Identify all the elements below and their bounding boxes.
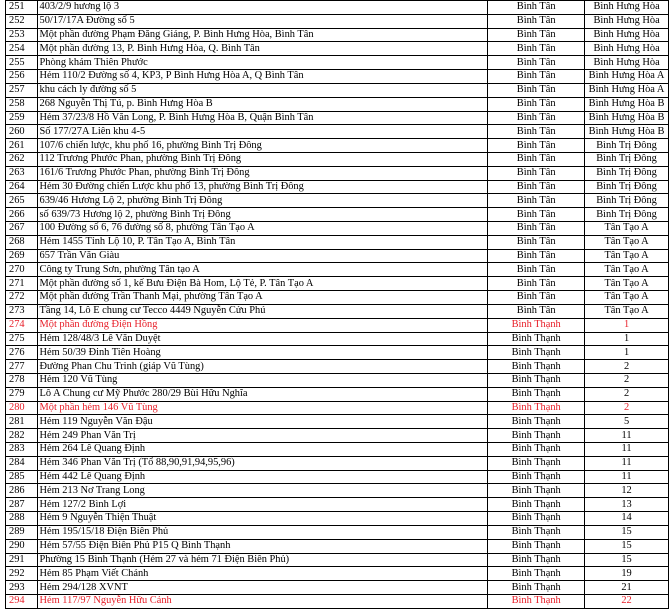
row-number-cell: 277 bbox=[6, 360, 38, 374]
row-number-cell: 278 bbox=[6, 373, 38, 387]
row-number-cell: 253 bbox=[6, 28, 38, 42]
row-number-cell: 272 bbox=[6, 291, 38, 305]
table-row bbox=[6, 553, 669, 567]
table-row bbox=[6, 498, 669, 512]
table-row bbox=[6, 512, 669, 526]
ward-cell: Bình Trị Đông bbox=[585, 152, 669, 166]
row-number-cell: 275 bbox=[6, 332, 38, 346]
district-cell: Bình Thạnh bbox=[488, 456, 585, 470]
table-row bbox=[6, 139, 669, 153]
address-cell: Hẻm 57/55 Điện Biên Phủ P15 Q Bình Thạnh bbox=[37, 539, 488, 553]
ward-cell: 15 bbox=[585, 539, 669, 553]
ward-cell: Tân Tạo A bbox=[585, 222, 669, 236]
row-number-cell: 280 bbox=[6, 401, 38, 415]
district-cell: Bình Thạnh bbox=[488, 553, 585, 567]
address-cell: Hẻm 442 Lê Quang Định bbox=[37, 470, 488, 484]
row-number-cell: 270 bbox=[6, 263, 38, 277]
row-number-cell: 282 bbox=[6, 429, 38, 443]
row-number-cell: 254 bbox=[6, 42, 38, 56]
district-cell: Bình Tân bbox=[488, 222, 585, 236]
address-cell: Hẻm 128/48/3 Lê Văn Duyệt bbox=[37, 332, 488, 346]
district-cell: Bình Tân bbox=[488, 194, 585, 208]
district-cell: Bình Thạnh bbox=[488, 373, 585, 387]
ward-cell: Bình Trị Đông bbox=[585, 180, 669, 194]
address-cell: Hẻm 50/39 Đinh Tiên Hoàng bbox=[37, 346, 488, 360]
district-cell: Bình Thạnh bbox=[488, 318, 585, 332]
row-number-cell: 271 bbox=[6, 277, 38, 291]
ward-cell: 11 bbox=[585, 429, 669, 443]
table-row bbox=[6, 125, 669, 139]
address-cell: Hẻm 213 Nơ Trang Long bbox=[37, 484, 488, 498]
address-table bbox=[5, 0, 669, 609]
ward-cell: Bình Hưng Hòa B bbox=[585, 125, 669, 139]
address-cell: 657 Trần Văn Giàu bbox=[37, 249, 488, 263]
district-cell: Bình Tân bbox=[488, 42, 585, 56]
table-row bbox=[6, 166, 669, 180]
district-cell: Bình Thạnh bbox=[488, 581, 585, 595]
ward-cell: Bình Hưng Hòa bbox=[585, 56, 669, 70]
row-number-cell: 284 bbox=[6, 456, 38, 470]
row-number-cell: 263 bbox=[6, 166, 38, 180]
ward-cell: Bình Hưng Hòa bbox=[585, 28, 669, 42]
address-cell: Hẻm 264 Lê Quang Định bbox=[37, 443, 488, 457]
table-row bbox=[6, 429, 669, 443]
ward-cell: Tân Tạo A bbox=[585, 277, 669, 291]
ward-cell: Bình Hưng Hòa B bbox=[585, 111, 669, 125]
ward-cell: Bình Hưng Hòa A bbox=[585, 70, 669, 84]
table-row bbox=[6, 180, 669, 194]
table-row bbox=[6, 194, 669, 208]
district-cell: Bình Thạnh bbox=[488, 484, 585, 498]
address-cell: 161/6 Trương Phước Phan, phường Bình Trị Đông bbox=[37, 166, 488, 180]
table-row bbox=[6, 484, 669, 498]
table-row bbox=[6, 567, 669, 581]
table-row bbox=[6, 208, 669, 222]
ward-cell: Tân Tạo A bbox=[585, 291, 669, 305]
address-cell: số 639/73 Hương lộ 2, phường Bình Trị Đông bbox=[37, 208, 488, 222]
district-cell: Bình Tân bbox=[488, 97, 585, 111]
district-cell: Bình Tân bbox=[488, 139, 585, 153]
district-cell: Bình Tân bbox=[488, 152, 585, 166]
district-cell: Bình Thạnh bbox=[488, 498, 585, 512]
district-cell: Bình Tân bbox=[488, 125, 585, 139]
district-cell: Bình Tân bbox=[488, 249, 585, 263]
district-cell: Bình Tân bbox=[488, 83, 585, 97]
row-number-cell: 273 bbox=[6, 304, 38, 318]
table-row bbox=[6, 525, 669, 539]
ward-cell: 13 bbox=[585, 498, 669, 512]
table-row bbox=[6, 332, 669, 346]
ward-cell: 2 bbox=[585, 387, 669, 401]
district-cell: Bình Thạnh bbox=[488, 443, 585, 457]
district-cell: Bình Thạnh bbox=[488, 401, 585, 415]
ward-cell: 1 bbox=[585, 332, 669, 346]
address-cell: Lô A Chung cư Mỹ Phước 280/29 Bùi Hữu Nghĩa bbox=[37, 387, 488, 401]
table-row bbox=[6, 111, 669, 125]
table-row bbox=[6, 277, 669, 291]
table-row bbox=[6, 456, 669, 470]
district-cell: Bình Tân bbox=[488, 235, 585, 249]
table-row bbox=[6, 415, 669, 429]
ward-cell: Bình Hưng Hòa A bbox=[585, 83, 669, 97]
ward-cell: 15 bbox=[585, 553, 669, 567]
row-number-cell: 294 bbox=[6, 594, 38, 608]
district-cell: Bình Thạnh bbox=[488, 360, 585, 374]
row-number-cell: 261 bbox=[6, 139, 38, 153]
address-cell: 50/17/17A Đường số 5 bbox=[37, 14, 488, 28]
ward-cell: 21 bbox=[585, 581, 669, 595]
address-cell: Một phần đường Trần Thanh Mại, phường Tân Tạo A bbox=[37, 291, 488, 305]
row-number-cell: 291 bbox=[6, 553, 38, 567]
address-cell: 107/6 chiến lược, khu phố 16, phường Bình Trị Đông bbox=[37, 139, 488, 153]
address-cell: Hẻm 119 Nguyễn Văn Đậu bbox=[37, 415, 488, 429]
district-cell: Bình Tân bbox=[488, 166, 585, 180]
ward-cell: Bình Trị Đông bbox=[585, 139, 669, 153]
address-cell: Một phần đường 13, P. Bình Hưng Hòa, Q. Bình Tân bbox=[37, 42, 488, 56]
address-cell: Một phần đường số 1, kế Bưu Điện Bà Hom, Lộ Tẻ, P. Tân Tạo A bbox=[37, 277, 488, 291]
table-row bbox=[6, 14, 669, 28]
address-cell: Hẻm 110/2 Đường số 4, KP3, P Bình Hưng Hòa A, Q Bình Tân bbox=[37, 70, 488, 84]
ward-cell: 2 bbox=[585, 373, 669, 387]
ward-cell: Bình Hưng Hòa bbox=[585, 14, 669, 28]
table-row bbox=[6, 70, 669, 84]
address-cell: Công ty Trung Sơn, phường Tân tạo A bbox=[37, 263, 488, 277]
district-cell: Bình Thạnh bbox=[488, 332, 585, 346]
address-cell: Hẻm 120 Vũ Tùng bbox=[37, 373, 488, 387]
ward-cell: 22 bbox=[585, 594, 669, 608]
row-number-cell: 267 bbox=[6, 222, 38, 236]
address-cell: Hẻm 249 Phan Văn Trị bbox=[37, 429, 488, 443]
ward-cell: 12 bbox=[585, 484, 669, 498]
table-row bbox=[6, 539, 669, 553]
row-number-cell: 256 bbox=[6, 70, 38, 84]
ward-cell: Bình Trị Đông bbox=[585, 166, 669, 180]
row-number-cell: 264 bbox=[6, 180, 38, 194]
district-cell: Bình Thạnh bbox=[488, 594, 585, 608]
address-cell: 100 Đường số 6, 76 đường số 8, phường Tân Tạo A bbox=[37, 222, 488, 236]
ward-cell: 11 bbox=[585, 470, 669, 484]
district-cell: Bình Tân bbox=[488, 208, 585, 222]
ward-cell: 14 bbox=[585, 512, 669, 526]
address-cell: Hẻm 346 Phan Văn Trị (Tổ 88,90,91,94,95,96) bbox=[37, 456, 488, 470]
address-cell: Một phần hẻm 146 Vũ Tùng bbox=[37, 401, 488, 415]
row-number-cell: 276 bbox=[6, 346, 38, 360]
district-cell: Bình Tân bbox=[488, 277, 585, 291]
ward-cell: 1 bbox=[585, 318, 669, 332]
address-cell: Tầng 14, Lô E chung cư Tecco 4449 Nguyễn Cửu Phú bbox=[37, 304, 488, 318]
table-row bbox=[6, 594, 669, 608]
table-row bbox=[6, 42, 669, 56]
row-number-cell: 292 bbox=[6, 567, 38, 581]
ward-cell: 1 bbox=[585, 346, 669, 360]
address-cell: Hẻm 294/128 XVNT bbox=[37, 581, 488, 595]
table-row bbox=[6, 28, 669, 42]
row-number-cell: 287 bbox=[6, 498, 38, 512]
table-row bbox=[6, 581, 669, 595]
table-row bbox=[6, 152, 669, 166]
table-row bbox=[6, 97, 669, 111]
address-cell: Đường Phan Chu Trinh (giáp Vũ Tùng) bbox=[37, 360, 488, 374]
ward-cell: 5 bbox=[585, 415, 669, 429]
district-cell: Bình Thạnh bbox=[488, 567, 585, 581]
ward-cell: 2 bbox=[585, 360, 669, 374]
address-cell: 112 Trương Phước Phan, phường Bình Trị Đông bbox=[37, 152, 488, 166]
row-number-cell: 265 bbox=[6, 194, 38, 208]
district-cell: Bình Thạnh bbox=[488, 429, 585, 443]
address-cell: Hẻm 85 Phạm Viết Chánh bbox=[37, 567, 488, 581]
district-cell: Bình Thạnh bbox=[488, 415, 585, 429]
table-row bbox=[6, 222, 669, 236]
table-row bbox=[6, 235, 669, 249]
table-row bbox=[6, 304, 669, 318]
ward-cell: Tân Tạo A bbox=[585, 304, 669, 318]
table-row bbox=[6, 83, 669, 97]
row-number-cell: 259 bbox=[6, 111, 38, 125]
table-row bbox=[6, 249, 669, 263]
row-number-cell: 293 bbox=[6, 581, 38, 595]
ward-cell: Tân Tạo A bbox=[585, 249, 669, 263]
ward-cell: 2 bbox=[585, 401, 669, 415]
table-row bbox=[6, 401, 669, 415]
table-row bbox=[6, 346, 669, 360]
table-row bbox=[6, 56, 669, 70]
district-cell: Bình Tân bbox=[488, 1, 585, 15]
district-cell: Bình Tân bbox=[488, 304, 585, 318]
ward-cell: Bình Hưng Hòa bbox=[585, 1, 669, 15]
table-row bbox=[6, 360, 669, 374]
table-row bbox=[6, 387, 669, 401]
row-number-cell: 286 bbox=[6, 484, 38, 498]
ward-cell: Tân Tạo A bbox=[585, 235, 669, 249]
row-number-cell: 283 bbox=[6, 443, 38, 457]
address-table-body bbox=[6, 1, 669, 609]
row-number-cell: 251 bbox=[6, 1, 38, 15]
table-row bbox=[6, 318, 669, 332]
ward-cell: 19 bbox=[585, 567, 669, 581]
row-number-cell: 260 bbox=[6, 125, 38, 139]
table-row bbox=[6, 291, 669, 305]
district-cell: Bình Thạnh bbox=[488, 539, 585, 553]
row-number-cell: 290 bbox=[6, 539, 38, 553]
table-row bbox=[6, 263, 669, 277]
row-number-cell: 255 bbox=[6, 56, 38, 70]
table-row bbox=[6, 373, 669, 387]
district-cell: Bình Tân bbox=[488, 14, 585, 28]
district-cell: Bình Tân bbox=[488, 56, 585, 70]
address-cell: Một phần đường Phạm Đăng Giảng, P. Bình Hưng Hòa, Bình Tân bbox=[37, 28, 488, 42]
address-cell: Một phần đường Điện Hồng bbox=[37, 318, 488, 332]
address-cell: Hẻm 9 Nguyễn Thiện Thuật bbox=[37, 512, 488, 526]
ward-cell: Bình Trị Đông bbox=[585, 208, 669, 222]
row-number-cell: 266 bbox=[6, 208, 38, 222]
row-number-cell: 279 bbox=[6, 387, 38, 401]
district-cell: Bình Tân bbox=[488, 291, 585, 305]
table-row bbox=[6, 1, 669, 15]
address-cell: Hẻm 1455 Tỉnh Lộ 10, P. Tân Tạo A, Bình Tân bbox=[37, 235, 488, 249]
table-row bbox=[6, 470, 669, 484]
district-cell: Bình Tân bbox=[488, 111, 585, 125]
address-cell: Hẻm 195/15/18 Điện Biên Phủ bbox=[37, 525, 488, 539]
row-number-cell: 281 bbox=[6, 415, 38, 429]
row-number-cell: 268 bbox=[6, 235, 38, 249]
district-cell: Bình Tân bbox=[488, 28, 585, 42]
row-number-cell: 289 bbox=[6, 525, 38, 539]
ward-cell: Tân Tạo A bbox=[585, 263, 669, 277]
ward-cell: Bình Hưng Hòa bbox=[585, 42, 669, 56]
row-number-cell: 262 bbox=[6, 152, 38, 166]
ward-cell: Bình Hưng Hòa B bbox=[585, 97, 669, 111]
address-cell: Phường 15 Bình Thạnh (Hẻm 27 và hẻm 71 Điện Biên Phủ) bbox=[37, 553, 488, 567]
row-number-cell: 274 bbox=[6, 318, 38, 332]
address-cell: Hẻm 37/23/8 Hồ Văn Long, P. Bình Hưng Hòa B, Quận Bình Tân bbox=[37, 111, 488, 125]
address-cell: Hẻm 30 Đường chiến Lược khu phố 13, phường Bình Trị Đông bbox=[37, 180, 488, 194]
district-cell: Bình Thạnh bbox=[488, 470, 585, 484]
address-cell: Hẻm 117/97 Nguyễn Hữu Cảnh bbox=[37, 594, 488, 608]
address-cell: Hẻm 127/2 Bình Lợi bbox=[37, 498, 488, 512]
row-number-cell: 285 bbox=[6, 470, 38, 484]
district-cell: Bình Thạnh bbox=[488, 512, 585, 526]
district-cell: Bình Tân bbox=[488, 263, 585, 277]
ward-cell: 11 bbox=[585, 443, 669, 457]
district-cell: Bình Thạnh bbox=[488, 525, 585, 539]
district-cell: Bình Tân bbox=[488, 70, 585, 84]
address-cell: 639/46 Hương Lộ 2, phường Bình Trị Đông bbox=[37, 194, 488, 208]
district-cell: Bình Tân bbox=[488, 180, 585, 194]
address-cell: Phòng khám Thiên Phước bbox=[37, 56, 488, 70]
row-number-cell: 252 bbox=[6, 14, 38, 28]
row-number-cell: 257 bbox=[6, 83, 38, 97]
ward-cell: 15 bbox=[585, 525, 669, 539]
table-row bbox=[6, 443, 669, 457]
address-cell: khu cách ly đường số 5 bbox=[37, 83, 488, 97]
address-cell: 268 Nguyễn Thị Tú, p. Bình Hưng Hòa B bbox=[37, 97, 488, 111]
row-number-cell: 258 bbox=[6, 97, 38, 111]
row-number-cell: 269 bbox=[6, 249, 38, 263]
row-number-cell: 288 bbox=[6, 512, 38, 526]
ward-cell: 11 bbox=[585, 456, 669, 470]
address-cell: 403/2/9 hương lộ 3 bbox=[37, 1, 488, 15]
district-cell: Bình Thạnh bbox=[488, 387, 585, 401]
ward-cell: Bình Trị Đông bbox=[585, 194, 669, 208]
district-cell: Bình Thạnh bbox=[488, 346, 585, 360]
address-cell: Số 177/27A Liên khu 4-5 bbox=[37, 125, 488, 139]
